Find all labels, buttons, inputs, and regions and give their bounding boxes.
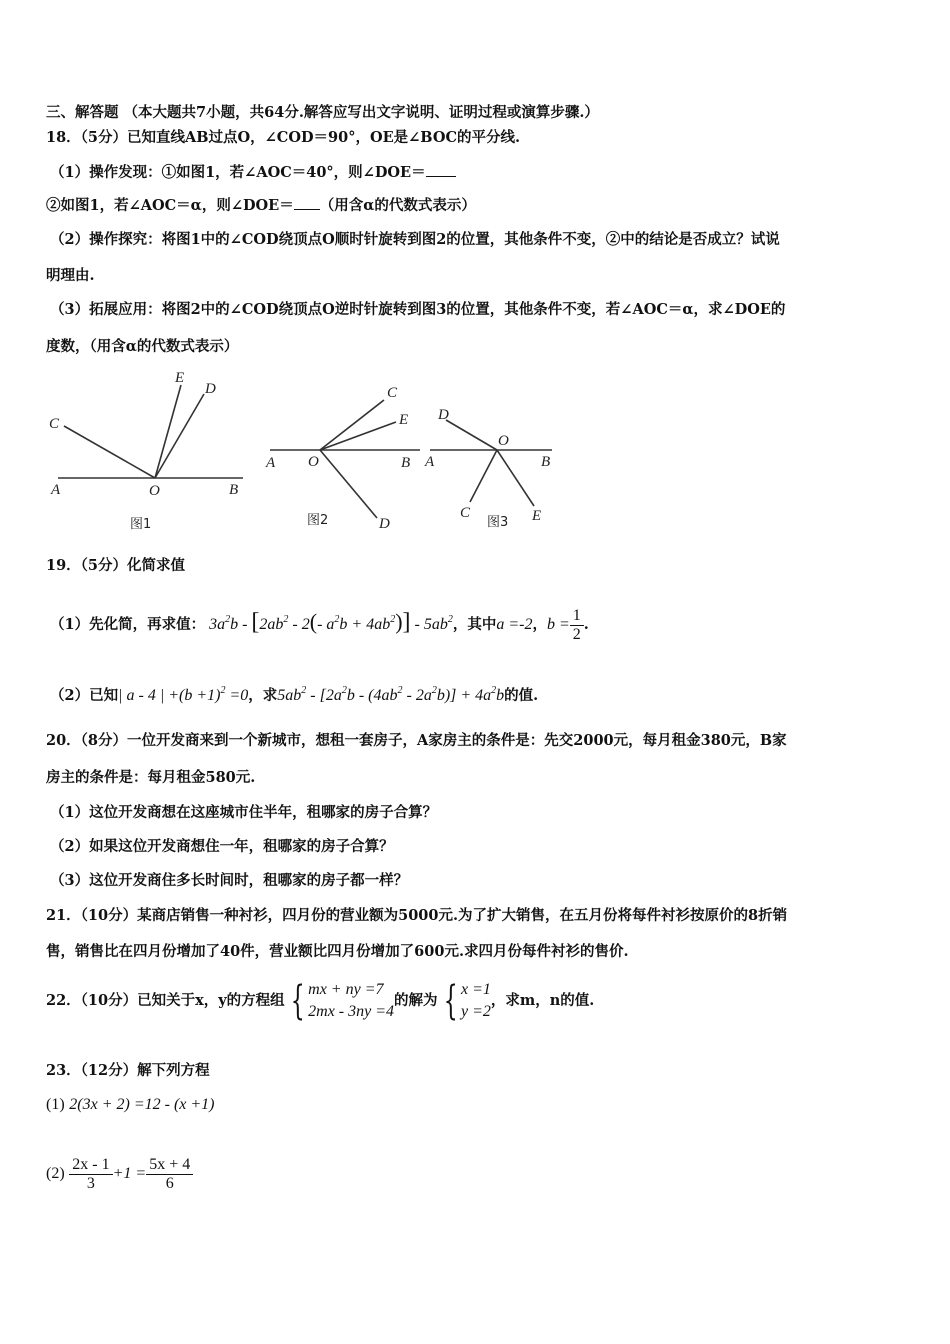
fig1-label-D: D — [205, 381, 216, 397]
q20-line1: 20．（8分）一位开发商来到一个新城市，想租一套房子，A家房主的条件是：先交2000元，每月租金380元，B家 — [46, 732, 787, 749]
q22: 22．（10分）已知关于x，y的方程组 { mx + ny =7 2mx - 3ny =4 的解为 { x =1 y =2 ，求m，n的值. — [46, 978, 595, 1024]
q21-line1: 21．（10分）某商店销售一种衬衫，四月份的营业额为5000元.为了扩大销售，在五月份将每件衬衫按原价的8折销 — [46, 907, 788, 924]
figure-3 — [430, 420, 552, 506]
q22-system: { mx + ny =7 2mx - 3ny =4 — [290, 978, 395, 1024]
q19-part1: （1）先化简，再求值： $3a^2b - [2ab^2 - 2(-$ $a^2b + 4ab^2)] - 5ab^2$，其中a =-2，b = $\frac{1}{2}$ . — [50, 606, 589, 643]
fig2-label-O: O — [308, 454, 319, 470]
fig3-label-C: C — [460, 505, 471, 521]
q20-part3: （3）这位开发商住多长时间时，租哪家的房子都一样？ — [50, 872, 409, 889]
q22-solution-y: y =2 — [460, 1003, 491, 1020]
fig3-label-A: A — [425, 454, 435, 470]
q23-eq2: (2) $\frac{2x - 1}{3}$ +1 = $\frac{5x + 4}{6}$ — [46, 1152, 193, 1196]
q18-part3a: （3）拓展应用：将图2中的∠COD绕顶点O逆时针旋转到图3的位置，其他条件不变，若∠AOC＝α，求∠DOE的 — [50, 301, 786, 318]
q20-part2: （2）如果这位开发商想住一年，租哪家的房子合算？ — [50, 838, 394, 855]
fig2-label-C: C — [387, 385, 398, 401]
q18-part1b: ②如图1，若∠AOC＝α，则∠DOE＝ （用含α的代数式表示） — [46, 197, 476, 214]
q23-right-fraction: $\frac{5x + 4}{6}$ — [146, 1156, 193, 1193]
q18-part1a: （1）操作发现：①如图1，若∠AOC＝40°，则∠DOE＝ — [50, 162, 456, 183]
fig2-label-A: A — [266, 455, 276, 471]
fig3-label-D: D — [438, 407, 449, 423]
q22-equation-2: 2mx - 3ny =4 — [308, 1003, 395, 1020]
fig1-caption: 图1 — [130, 517, 152, 532]
q18-part2b: 明理由. — [46, 267, 95, 284]
q18-stem: 18．（5分）已知直线AB过点O，∠COD＝90°，OE是∠BOC的平分线. — [46, 129, 521, 146]
answer-blank — [426, 162, 456, 177]
q18-figures — [0, 360, 950, 540]
q19-condition: | a - 4 | $+(b +1)^2 =0$ — [118, 685, 249, 704]
fig2-label-B: B — [401, 455, 411, 471]
fig1-label-B: B — [229, 482, 239, 498]
q19-value-a: a =-2 — [496, 616, 533, 633]
q22-equation-1: mx + ny =7 — [308, 981, 384, 998]
q23-left-fraction: $\frac{2x - 1}{3}$ — [69, 1156, 112, 1193]
fig3-label-B: B — [541, 454, 551, 470]
q21-line2: 售，销售比在四月份增加了40件，营业额比四月份增加了600元.求四月份每件衬衫的售价. — [46, 943, 629, 960]
q19-stem: 19．（5分）化简求值 — [46, 557, 186, 574]
q23-eq1: (1) 2(3x + 2) =12 - (x +1) — [46, 1096, 215, 1113]
fig2-label-E: E — [399, 412, 409, 428]
q19-fraction-half: $\frac{1}{2}$ — [570, 607, 584, 644]
q18-part3b: 度数，（用含α的代数式表示） — [46, 338, 239, 355]
fig3-caption: 图3 — [487, 515, 509, 530]
q19-part2: （2）已知| a - 4 | $+(b +1)^2 =0$，求$5ab^2 - [2a^2b - (4ab^2 - 2a^2b)] + 4a^2b$的值. — [50, 685, 539, 704]
figure-1 — [58, 385, 243, 478]
figure-2 — [270, 400, 420, 518]
fig1-label-C: C — [49, 416, 60, 432]
q22-solution-x: x =1 — [460, 981, 491, 998]
q19-expression-2: $5ab^2 - [2a^2b - (4ab^2 - 2a^2b)] + 4a^2b$ — [277, 685, 505, 704]
fig2-label-D: D — [379, 516, 390, 532]
answer-blank — [294, 195, 320, 210]
fig1-label-E: E — [175, 370, 185, 386]
q22-solution: { x =1 y =2 — [443, 978, 491, 1024]
fig3-label-O: O — [498, 433, 509, 449]
q23-stem: 23．（12分）解下列方程 — [46, 1062, 210, 1079]
fig3-label-E: E — [532, 508, 542, 524]
q18-part2a: （2）操作探究：将图1中的∠COD绕顶点O顺时针旋转到图2的位置，其他条件不变，②中的结论是否成立？试说 — [50, 231, 780, 248]
q20-line2: 房主的条件是：每月租金580元. — [46, 769, 256, 786]
q19-value-b: b = — [546, 616, 570, 633]
q20-part1: （1）这位开发商想在这座城市住半年，租哪家的房子合算？ — [50, 804, 438, 821]
fig1-label-O: O — [149, 483, 160, 499]
q19-expression-1: $3a^2b - [2ab^2 - 2(-$ $a^2b + 4ab^2)] - 5ab^2$ — [205, 609, 453, 635]
fig2-caption: 图2 — [307, 513, 329, 528]
fig1-label-A: A — [51, 482, 61, 498]
section-title: 三、解答题 （本大题共7小题，共64分.解答应写出文字说明、证明过程或演算步骤.） — [46, 104, 599, 121]
